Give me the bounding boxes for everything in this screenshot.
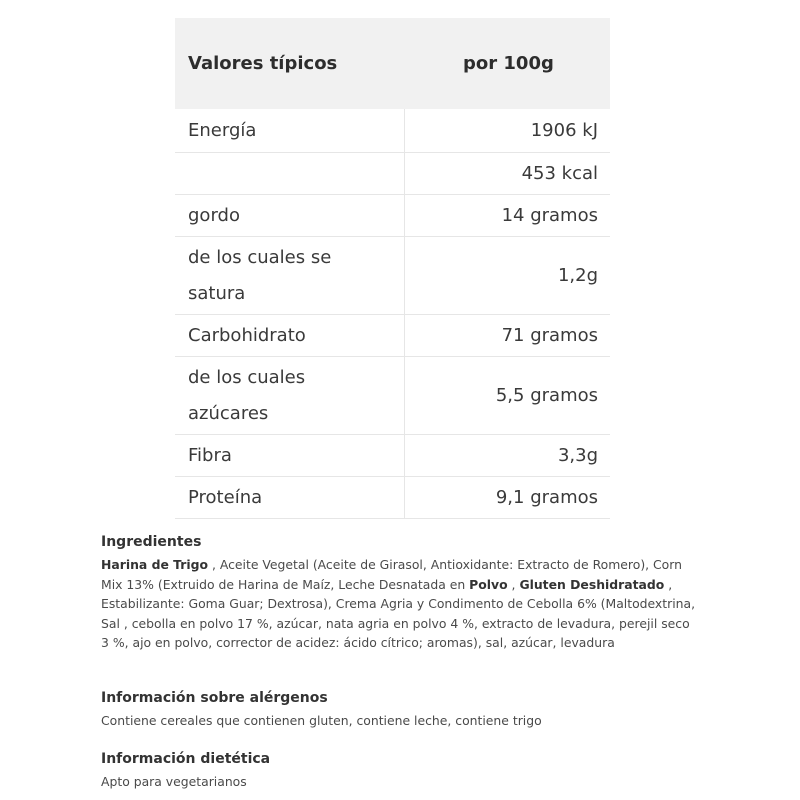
row-label [175, 153, 404, 195]
ingredient-text-part: , Aceite Vegetal (Aceite de Girasol, Antioxidante: Extracto de Romero), Corn Mix 13% (Extruido de Harina de Maíz, Leche Desnatada en [101, 557, 682, 592]
allergens-title: Información sobre alérgenos [101, 690, 328, 706]
row-value: 453 kcal [404, 153, 610, 195]
ingredient-text-part: , Estabilizante: Goma Guar; Dextrosa), Crema Agria y Condimento de Cebolla 6% (Maltodextrina, Sal , cebolla en polvo 17 %, azúcar, nata agria en polvo 4 %, extracto de levadura, perejil seco 3 %, ajo en polvo, corrector de acidez: ácido cítrico; aromas), sal, azúcar, levadura [101, 576, 696, 651]
header-value: por 100g [404, 18, 610, 109]
row-value: 1,2g [404, 237, 610, 315]
row-value: 3,3g [404, 435, 610, 477]
row-label: Fibra [175, 435, 404, 477]
nutrition-header-row [175, 18, 610, 109]
row-value: 14 gramos [404, 195, 610, 237]
dietary-text: Apto para vegetarianos [101, 774, 247, 789]
ingredients-title: Ingredientes [101, 534, 202, 550]
ingredients-text [101, 555, 701, 653]
row-label: Energía [175, 109, 404, 153]
ingredient-text-part: , [507, 576, 520, 592]
nutrition-row-protein [175, 477, 610, 519]
nutrition-row-energy-kcal [175, 153, 610, 195]
ingredient-wheat-flour: Harina de Trigo [101, 557, 209, 572]
ingredient-powder: Polvo [469, 576, 508, 592]
row-label: Carbohidrato [175, 315, 404, 357]
row-value: 9,1 gramos [404, 477, 610, 519]
row-label: Proteína [175, 477, 404, 519]
nutrition-row-sugars [175, 357, 610, 435]
dietary-section [101, 750, 701, 792]
ingredient-gluten: Gluten Deshidratado [519, 576, 665, 592]
nutrition-row-fibre [175, 435, 610, 477]
row-label: de los cuales azúcares [175, 357, 404, 435]
row-label: gordo [175, 195, 404, 237]
row-value: 71 gramos [404, 315, 610, 357]
ingredients-section [101, 533, 701, 653]
nutrition-row-energy-kj [175, 109, 610, 153]
row-value: 5,5 gramos [404, 357, 610, 435]
row-value: 1906 kJ [404, 109, 610, 153]
header-label: Valores típicos [175, 18, 404, 109]
nutrition-row-fat [175, 195, 610, 237]
nutrition-row-carbohydrate [175, 315, 610, 357]
allergens-text: Contiene cereales que contienen gluten, contiene leche, contiene trigo [101, 713, 542, 728]
nutrition-table [175, 18, 610, 519]
dietary-title: Información dietética [101, 751, 271, 767]
row-label: de los cuales se satura [175, 237, 404, 315]
nutrition-row-saturates [175, 237, 610, 315]
allergens-section [101, 689, 701, 731]
